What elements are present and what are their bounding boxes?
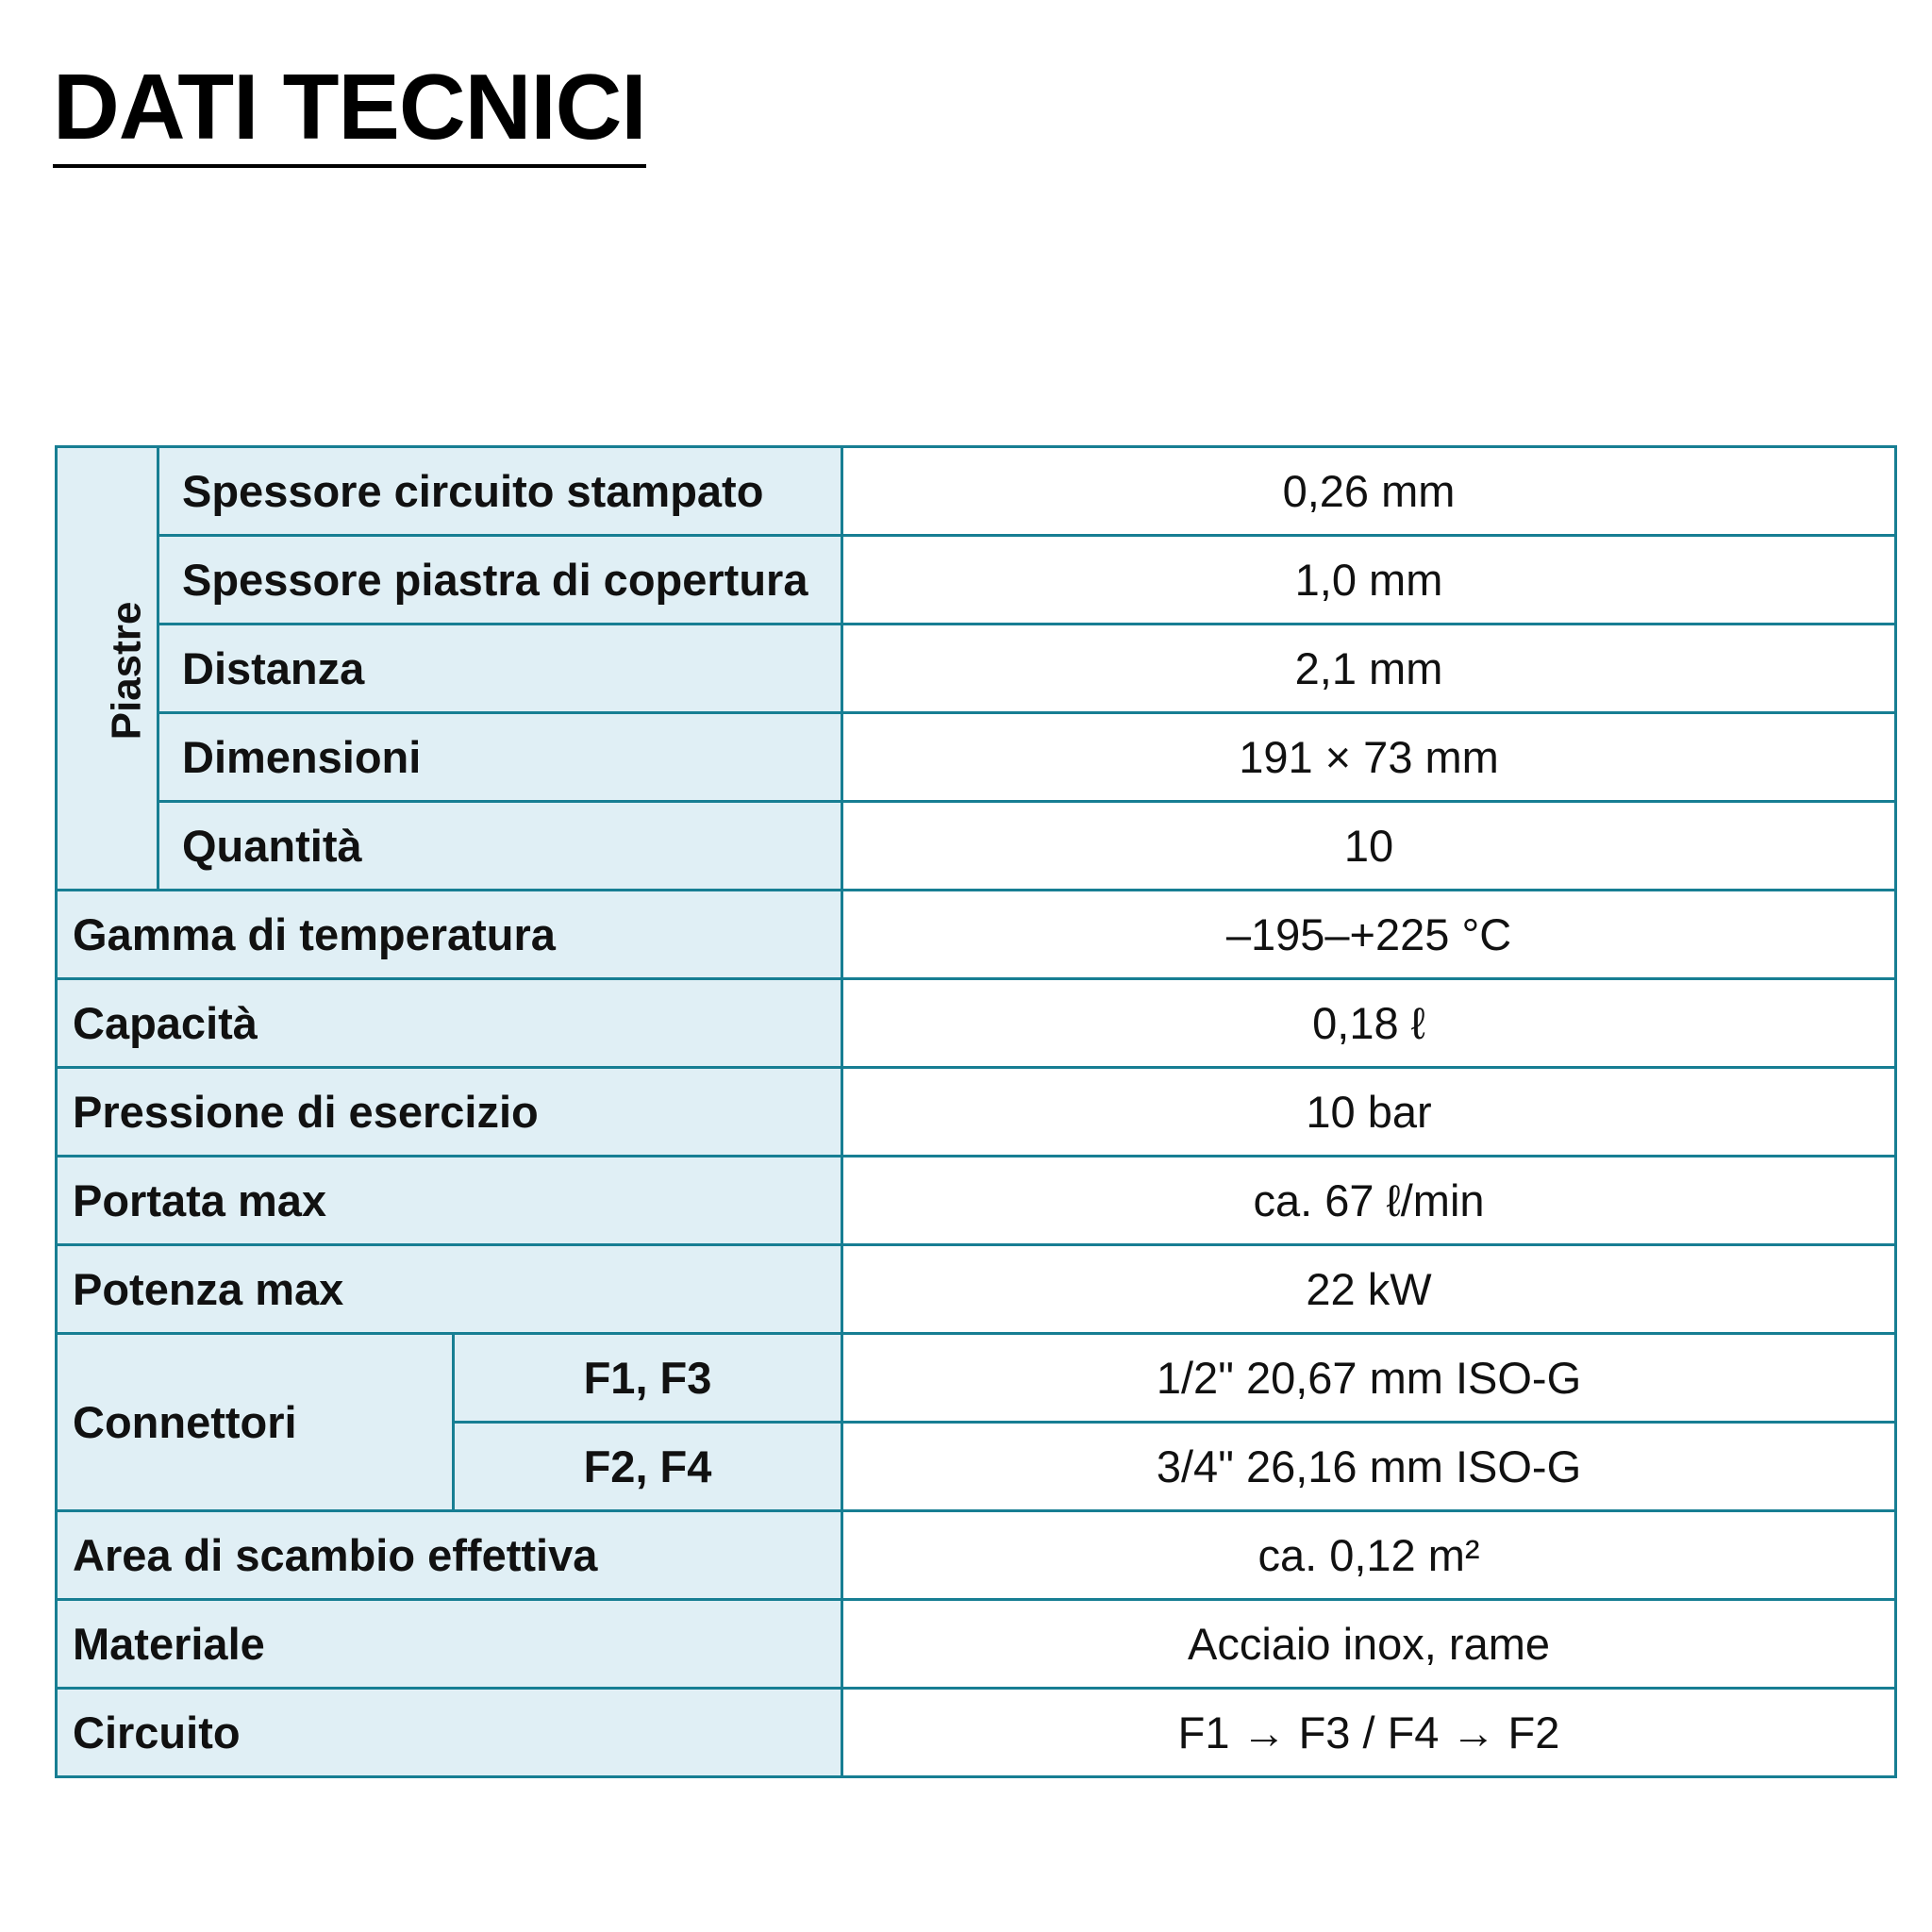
table-row xyxy=(57,625,1896,713)
row-value: 22 kW xyxy=(842,1245,1896,1334)
table-row xyxy=(57,713,1896,802)
table-row xyxy=(57,802,1896,891)
plates-group-label: Piastre xyxy=(103,601,150,741)
technical-data-table xyxy=(55,445,1897,1778)
connector-value: 3/4" 26,16 mm ISO-G xyxy=(842,1423,1896,1511)
connector-label: F1, F3 xyxy=(454,1334,842,1423)
row-label: Materiale xyxy=(57,1600,842,1689)
table-row xyxy=(57,536,1896,625)
table-row xyxy=(57,979,1896,1068)
row-value: 0,26 mm xyxy=(842,447,1896,536)
row-value: 10 xyxy=(842,802,1896,891)
row-label: Dimensioni xyxy=(158,713,842,802)
row-value: 191 × 73 mm xyxy=(842,713,1896,802)
row-label: Spessore circuito stampato xyxy=(158,447,842,536)
connector-label: F2, F4 xyxy=(454,1423,842,1511)
table-row xyxy=(57,1157,1896,1245)
row-label: Portata max xyxy=(57,1157,842,1245)
row-label: Gamma di temperatura xyxy=(57,891,842,979)
connector-value: 1/2" 20,67 mm ISO-G xyxy=(842,1334,1896,1423)
row-value: 10 bar xyxy=(842,1068,1896,1157)
row-value: 1,0 mm xyxy=(842,536,1896,625)
row-label: Distanza xyxy=(158,625,842,713)
row-label: Quantità xyxy=(158,802,842,891)
table-row xyxy=(57,1600,1896,1689)
row-value: –195–+225 °C xyxy=(842,891,1896,979)
plates-group-cell xyxy=(57,447,158,891)
row-value: 2,1 mm xyxy=(842,625,1896,713)
row-label: Circuito xyxy=(57,1689,842,1777)
table-row xyxy=(57,1068,1896,1157)
table-row xyxy=(57,1511,1896,1600)
row-value: ca. 0,12 m² xyxy=(842,1511,1896,1600)
row-value: 0,18 ℓ xyxy=(842,979,1896,1068)
row-label: Spessore piastra di copertura xyxy=(158,536,842,625)
row-value: ca. 67 ℓ/min xyxy=(842,1157,1896,1245)
table-row xyxy=(57,447,1896,536)
row-value: F1 → F3 / F4 → F2 xyxy=(842,1689,1896,1777)
page-title: DATI TECNICI xyxy=(53,60,646,168)
table-row xyxy=(57,1245,1896,1334)
table-row xyxy=(57,891,1896,979)
row-label: Area di scambio effettiva xyxy=(57,1511,842,1600)
connectors-group-label: Connettori xyxy=(57,1334,454,1511)
row-label: Potenza max xyxy=(57,1245,842,1334)
row-label: Capacità xyxy=(57,979,842,1068)
table-row xyxy=(57,1334,1896,1423)
row-value: Acciaio inox, rame xyxy=(842,1600,1896,1689)
row-label: Pressione di esercizio xyxy=(57,1068,842,1157)
table-row xyxy=(57,1689,1896,1777)
